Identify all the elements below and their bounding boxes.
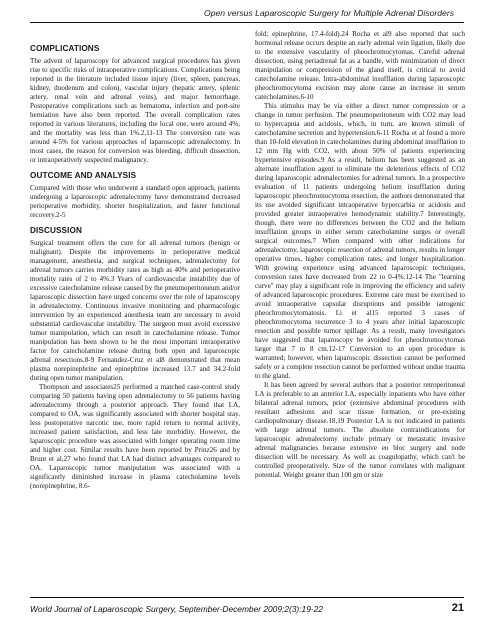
page-number: 21 — [451, 602, 464, 614]
header-rule — [30, 22, 464, 23]
discussion-paragraph-1: Surgical treatment offers the cure for all adrenal tumors (benign or malignant). Despite the improvements in perioperative medical management, anesthesia, and surgical techniques, adrenalectomy for adrenal tumors carries morbidity rates as high as 40% and perioperative mortality rates of 2 to 4%.3 Years of cardiovascular instability due of excessive catecholamine release caused by the pneumoperitoneum and/or laparoscopic dissection have urged concerns over the role of laparoscopy in adrenalectomy. Continuous invasive monitoring and pharmacologic intervention by an experienced anesthesia team are necessary to avoid substantial cardiovascular instability. The surgeon must avoid excessive tumor manipulation, which can result in catecholamine release. Tumor manipulation has been shown to be the most important intraoperative factor for catecholamine release during both open and laparoscopic adrenal resections.8-9 Fernandez-Cruz et al8 demonstrated that mean plasma norepinephrine and epinephrine increased 13.7 and 34.2-fold during open tumor manipulation. — [30, 239, 240, 382]
discussion-paragraph-2: Thompson and associates25 performed a matched case-control study comparing 50 patients having open adrenalectomy to 56 patients having adrenalectomy through a posterior approach. They found that LA, compared to OA, was significantly associated with shorter hospital stay, less postoperative narcotic use, more rapid return to normal activity, increased patient satisfaction, and less late morbidity. However, the laparoscopic procedure was associated with longer operating room time and higher cost. Similar results have been reported by Prinz26 and by Brunt et al,27 who found that LA had distinct advantages compared to OA. Laparoscopic tumor manipulation was associated with a significantly diminished increase in plasma catecholamine levels (norepinephrine, 8.6- — [30, 383, 240, 490]
right-column — [255, 30, 465, 480]
complications-heading: COMPLICATIONS — [30, 44, 100, 53]
outcome-heading: OUTCOME AND ANALYSIS — [30, 171, 137, 180]
right-paragraph-1: fold; epinephrine, 17.4-fold).24 Rocha et al9 also reported that such hormonal release occurs despite an early adrenal vein ligation, likely due to the extensive vascularity of pheochromocytomas. Careful adrenal dissection, using periadrenal fat as a handle, with minimization of direct manipulation or compression of the gland itself, is critical to avoid catecholamine release. Intra-abdominal insufflation during laparoscopic pheochromocytoma excision may alone cause an increase in serum catecholamines.6-10 — [255, 30, 465, 101]
outcome-paragraph: Compared with those who underwent a standard open approach, patients undergoing a laparoscopic adrenalectomy have demonstrated decreased perioperative morbidity, shorter hospitalization, and faster functional recovery.2-5 — [30, 184, 240, 219]
right-paragraph-2: This stimulus may be via either a direct tumor compression or a change in tumor perfusion. The pneumoperitoneum with CO2 may lead to hypercapnia and acidosis, which, in turn, are known stimuli of catecholamine secretion and hypertension.6-11 Rocha et al found a more than 10-fold elevation in catecholamines during abdominal insufflation to 12 mm Hg with CO2, with about 50% of patients experiencing hypertensive episodes.9 As a result, helium has been suggested as an alternate insufflation agent to eliminate the deleterious effects of CO2 during laparoscopic adrenalectomies for adrenal tumors. In a prospective evaluation of 11 patients undergoing helium insufflation during laparoscopic pheochromocytoma resection, the authors demonstrated that its use avoided significant intraoperative hypercarbia or acidosis and provided greater intraoperative hemodynamic stability.7 Interestingly, though, there were no differences between the CO2 and the helium insufflation groups in either serum catecholamine surges or overall surgical outcomes.7 When compared with other indications for adrenalectomy, laparoscopic resection of adrenal tumors, results in longer operative times, higher complication rates, and longer hospitalization. With growing experience using advanced laparoscopic techniques, conversion rates have decreased from 22 to 0-4%.12-14 The "learning curve" may play a significant role in improving the efficiency and safety of advanced laparoscopic procedures. Extreme care must be exercised to avoid intraoperative capsular disruptions and possible iatrogenic pheochromocytomatosis. Li et al15 reported 3 cases of pheochromocytoma recurrence 3 to 4 years after initial laparoscopic resection and possible tumor spillage. As a result, many investigators have suggested that laparoscopy be avoided for pheochromocytomas larger that 7 to 8 cm.12-17 Conversion to an open procedure is warranted; however, when laparoscopic dissection cannot be performed safely or a complete resection cannot be performed without undue trauma to the gland. — [255, 102, 465, 380]
footer-rule — [30, 597, 464, 598]
left-column — [30, 30, 240, 491]
right-paragraph-3: It has been agreed by several authors that a posterior retroperitoneal LA is preferable to an anterior LA, especially inpatients who have either bilateral adrenal tumors, prior (extensive abdominal procedures with resultant adhesions and scar tissue formation, or pre-existing cardiopulmonary disease.18,19 Posterior LA is not indicated in patients with large adrenal tumors. The absolute contraindications for laparoscopic adrenalectomy include primary or metastatic invasive adrenal malignancies because extensive en bloc surgery and node dissection will be necessary. As well as coagulopathy, which can't be controlled preoperatively. Size of the tumor correlates with malignant potential. Weight greater than 100 gm or size — [255, 381, 465, 479]
discussion-heading: DISCUSSION — [30, 226, 82, 235]
running-title: Open versus Laparoscopic Surgery for Multiple Adrenal Disorders — [204, 8, 454, 18]
journal-citation: World Journal of Laparoscopic Surgery, September-December 2009;2(3):19-22 — [30, 604, 323, 614]
complications-paragraph: The advent of laparoscopy for advanced surgical procedures has given rise to specific risks of intraoperative complications. Complications being reported in the literature included tissue injury (liver, spleen, pancreas, kidney, duodenum and colon), vascular injury (hepatic artery, splenic artery, renal vein and adrenal veins), and major hemorrhage. Postoperative complications such as hematoma, infection and port-site herniation have also been reported. The overall complication rates reported in various literatures, including the local one, were around 4%, and the mortality was less than 1%.2,11-13 The conversion rate was around 4-5% for various approaches of laparoscopic adrenalectomy. In most cases, the reason for conversion was bleeding, difficult dissection, or intraoperatively suspected malignancy. — [30, 57, 240, 164]
